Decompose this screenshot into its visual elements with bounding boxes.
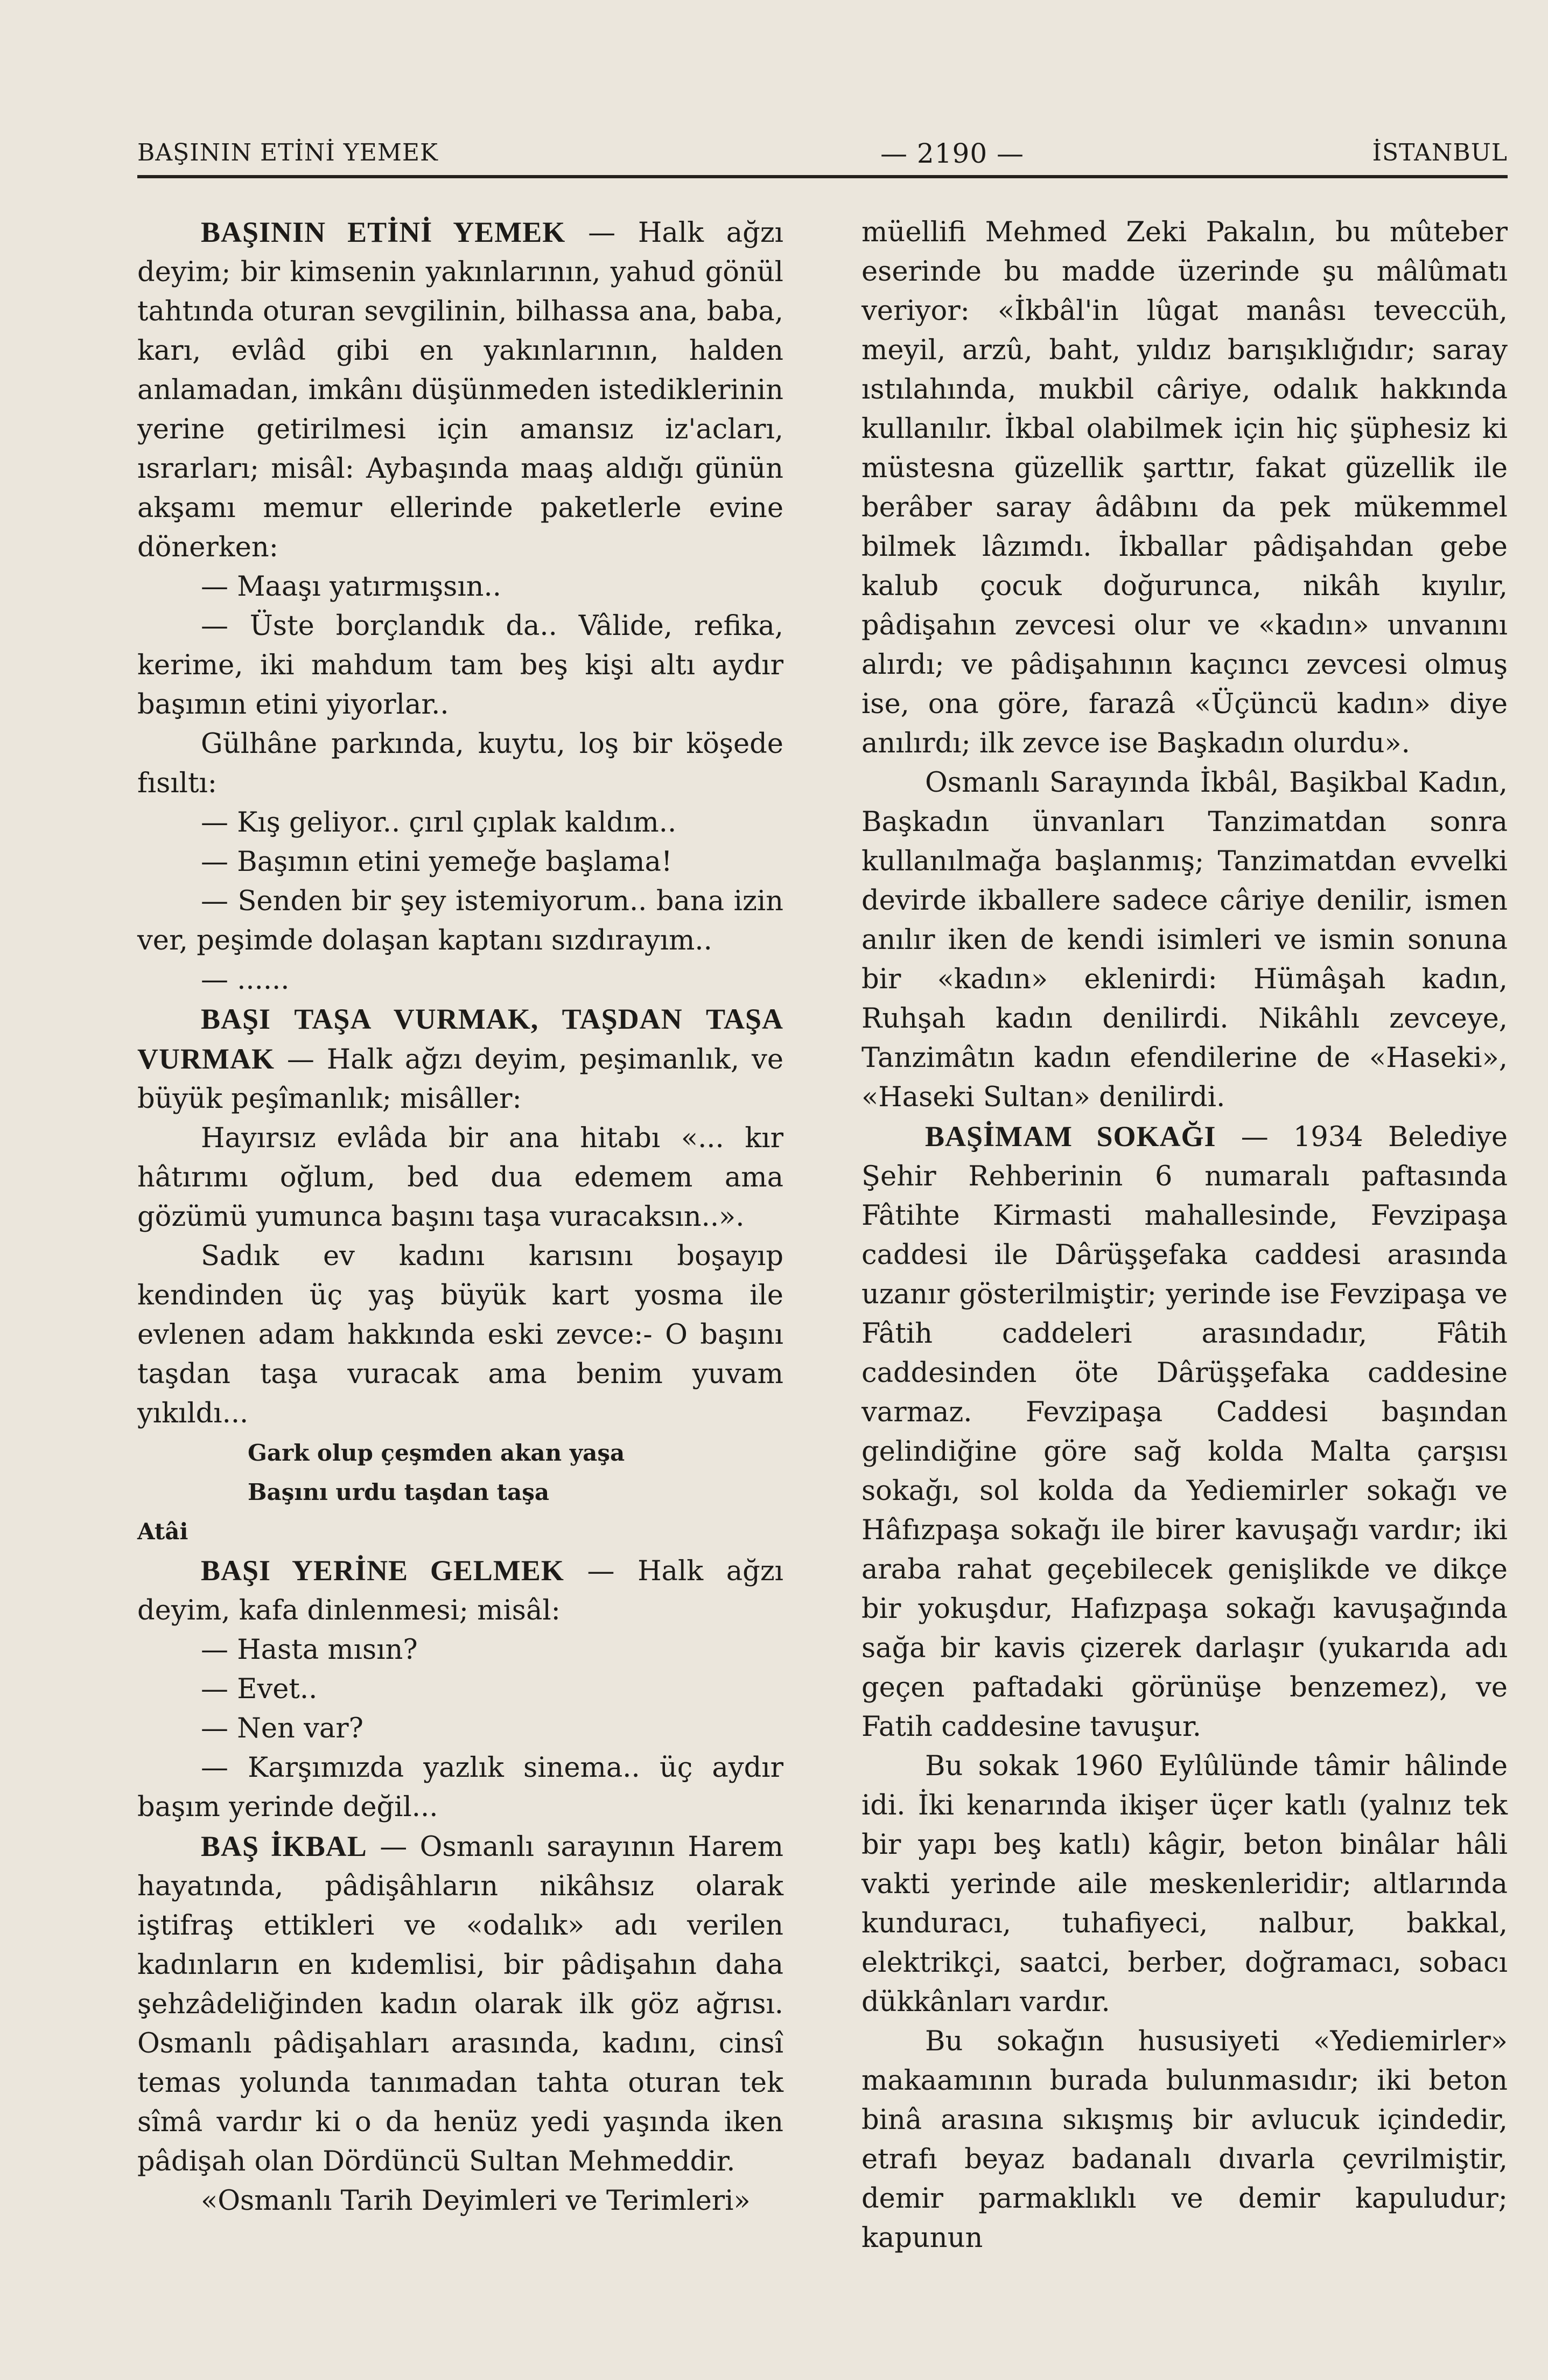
entry-title: BAŞI YERİNE GELMEK	[201, 1554, 564, 1587]
left-column	[137, 213, 783, 2221]
running-head-title: BAŞININ ETİNİ YEMEK	[137, 139, 438, 166]
paragraph: Osmanlı Sarayında İkbâl, Başikbal Kadın, Başkadın ünvanları Tanzimatdan sonra kullanılmağa başlanmış; Tanzimatdan evvelki devirde ikballere sadece câriye denilir, ismen anılır iken de kendi isimleri ve ismin sonuna bir «kadın» eklenirdi: Hümâşah kadın, Ruhşah kadın denilirdi. Nikâhlı zevceye, Tanzimâtın kadın efendilerine de «Haseki», «Haseki Sultan» denilirdi.	[861, 767, 1508, 1113]
running-head-volume: İSTANBUL	[1372, 139, 1508, 166]
dialogue-line: — Kış geliyor.. çırıl çıplak kaldım..	[201, 807, 677, 839]
dialogue-line: — Evet..	[201, 1673, 318, 1705]
entry-title: BAŞININ ETİNİ YEMEK	[201, 216, 566, 248]
entry-text: — 1934 Belediye Şehir Rehberinin 6 numaralı paftasında Fâtihte Kirmasti mahallesinde, Fevzipaşa caddesi ile Dârüşşefaka caddesi arasında uzanır gösterilmiştir; yerinde ise Fevzipaşa ve Fâtih caddeleri arasındadır, Fâtih caddesinden öte Dârüşşefaka caddesine varmaz. Fevzipaşa Caddesi başından gelindiğine göre sağ kolda Malta çarşısı sokağı, sol kolda da Yediemirler sokağı ve Hâfızpaşa sokağı ile birer kavuşağı vardır; iki araba rahat geçebilecek genişlikde ve dikçe bir yokuşdur, Hafızpaşa sokağı kavuşağında sağa bir kavis çizerek darlaşır (yukarıda adı geçen paftadaki görünüşe benzemez), ve Fatih caddesine tavuşur.	[861, 1121, 1508, 1743]
entry-basimam-sokagi	[861, 1117, 1508, 1747]
entry-text: — Halk ağzı deyim; bir kimsenin yakınlarının, yahud gönül tahtında oturan sevgilinin, bilhassa ana, baba, karı, evlâd gibi en yakınlarının, halden anlamadan, imkânı düşünmeden istediklerinin yerine getirilmesi için amansız iz'acları, ısrarları; misâl: Aybaşında maaş aldığı günün akşamı memur ellerinde paketlerle evine dönerken:	[137, 217, 783, 563]
entry-title: BAŞ İKBAL	[201, 1830, 367, 1862]
header-rule	[137, 175, 1508, 178]
dialogue-line: — Başımın etini yemeğe başlama!	[201, 846, 673, 878]
paragraph: Bu sokak 1960 Eylûlünde tâmir hâlinde idi. İki kenarında ikişer üçer katlı (yalnız tek bir yapı beş katlı) kâgir, beton binâlar hâli vakti yerinde aile meskenleridir; altlarında kunduracı, tuhafiyeci, nalbur, bakkal, elektrikçi, saatci, berber, doğramacı, sobacı dükkânları vardır.	[861, 1750, 1508, 2018]
paragraph: müellifi Mehmed Zeki Pakalın, bu mûteber eserinde bu madde üzerinde şu mâlûmatı veriyor: «İkbâl'in lûgat manâsı teveccüh, meyil, arzû, baht, yıldız barışıklığıdır; saray ıstılahında, mukbil câriye, odalık hakkında kullanılır. İkbal olabilmek için hiç şüphesiz ki müstesna güzellik şarttır, fakat güzellik ile berâber saray âdâbını da pek mükemmel bilmek lâzımdı. İkballar pâdişahdan gebe kalub çocuk doğurunca, nikâh kıyılır, pâdişahın zevcesi olur ve «kadın» unvanını alırdı; ve pâdişahının kaçıncı zevcesi olmuş ise, ona göre, farazâ «Üçüncü kadın» diye anılırdı; ilk zevce ise Başkadın olurdu».	[861, 217, 1508, 759]
verse-line: Başını urdu taşdan taşa	[248, 1479, 550, 1505]
entry-bas-ikbal	[137, 1827, 783, 2181]
dialogue-line: — Üste borçlandık da.. Vâlide, refika, kerime, iki mahdum tam beş kişi altı aydır başımın etini yiyorlar..	[137, 610, 783, 721]
paragraph: Bu sokağın hususiyeti «Yediemirler» makaamının burada bulunmasıdır; iki beton binâ arasına sıkışmış bir avlucuk içindedir, etrafı beyaz badanalı dıvarla çevrilmiştir, demir parmaklıklı ve demir kapuludur; kapunun	[861, 2026, 1508, 2254]
dialogue-line: — Maaşı yatırmışsın..	[201, 571, 501, 603]
entry-text: — Halk ağzı deyim, peşimanlık, ve büyük peşîmanlık; misâller:	[137, 1044, 783, 1115]
verse-author: Atâi	[137, 1518, 188, 1545]
verse-line: Gark olup çeşmden akan yaşa	[248, 1440, 625, 1466]
page-number: — 2190 —	[880, 138, 1025, 169]
entry-basinin-etini-yemek	[137, 213, 783, 567]
dialogue-line: — Senden bir şey istemiyorum.. bana izin ver, peşimde dolaşan kaptanı sızdırayım..	[137, 885, 783, 957]
paragraph: Hayırsız evlâda bir ana hitabı «... kır hâtırımı oğlum, bed dua edemem ama gözümü yumunca başını taşa vuracaksın..».	[137, 1122, 783, 1233]
dialogue-line: — ......	[201, 964, 290, 996]
paragraph: «Osmanlı Tarih Deyimleri ve Terimleri»	[201, 2185, 751, 2217]
entry-text: — Halk ağzı deyim, kafa dinlenmesi; misâl:	[137, 1555, 783, 1627]
dialogue-line: — Hasta mısın?	[201, 1634, 418, 1666]
entry-text: — Osmanlı sarayının Harem hayatında, pâdişâhların nikâhsız olarak iştifraş ettikleri ve «odalık» adı verilen kadınların en kıdemlisi, bir pâdişahın daha şehzâdeliğinden kadın olarak ilk göz ağrısı. Osmanlı pâdişahları arasında, kadını, cinsî temas yolunda tanımadan tahta oturan tek sîmâ vardır ki o da henüz yedi yaşında iken pâdişah olan Dördüncü Sultan Mehmeddir.	[137, 1831, 783, 2177]
entry-title: BAŞI TAŞA VURMAK, TAŞDAN TAŞA VURMAK	[137, 1003, 783, 1075]
dialogue-line: — Karşımızda yazlık sinema.. üç aydır başım yerinde değil...	[137, 1752, 783, 1823]
entry-basi-yerine-gelmek	[137, 1551, 783, 1630]
right-column	[861, 213, 1508, 2258]
entry-basi-tasa-vurmak	[137, 1000, 783, 1119]
paragraph: Gülhâne parkında, kuytu, loş bir köşede fısıltı:	[137, 728, 783, 799]
entry-title: BAŞİMAM SOKAĞI	[925, 1120, 1216, 1153]
dialogue-line: — Nen var?	[201, 1713, 364, 1744]
paragraph: Sadık ev kadını karısını boşayıp kendinden üç yaş büyük kart yosma ile evlenen adam hakkında eski zevce:- O başını taşdan taşa vuracak ama benim yuvam yıkıldı...	[137, 1240, 783, 1429]
running-head	[137, 139, 1508, 171]
